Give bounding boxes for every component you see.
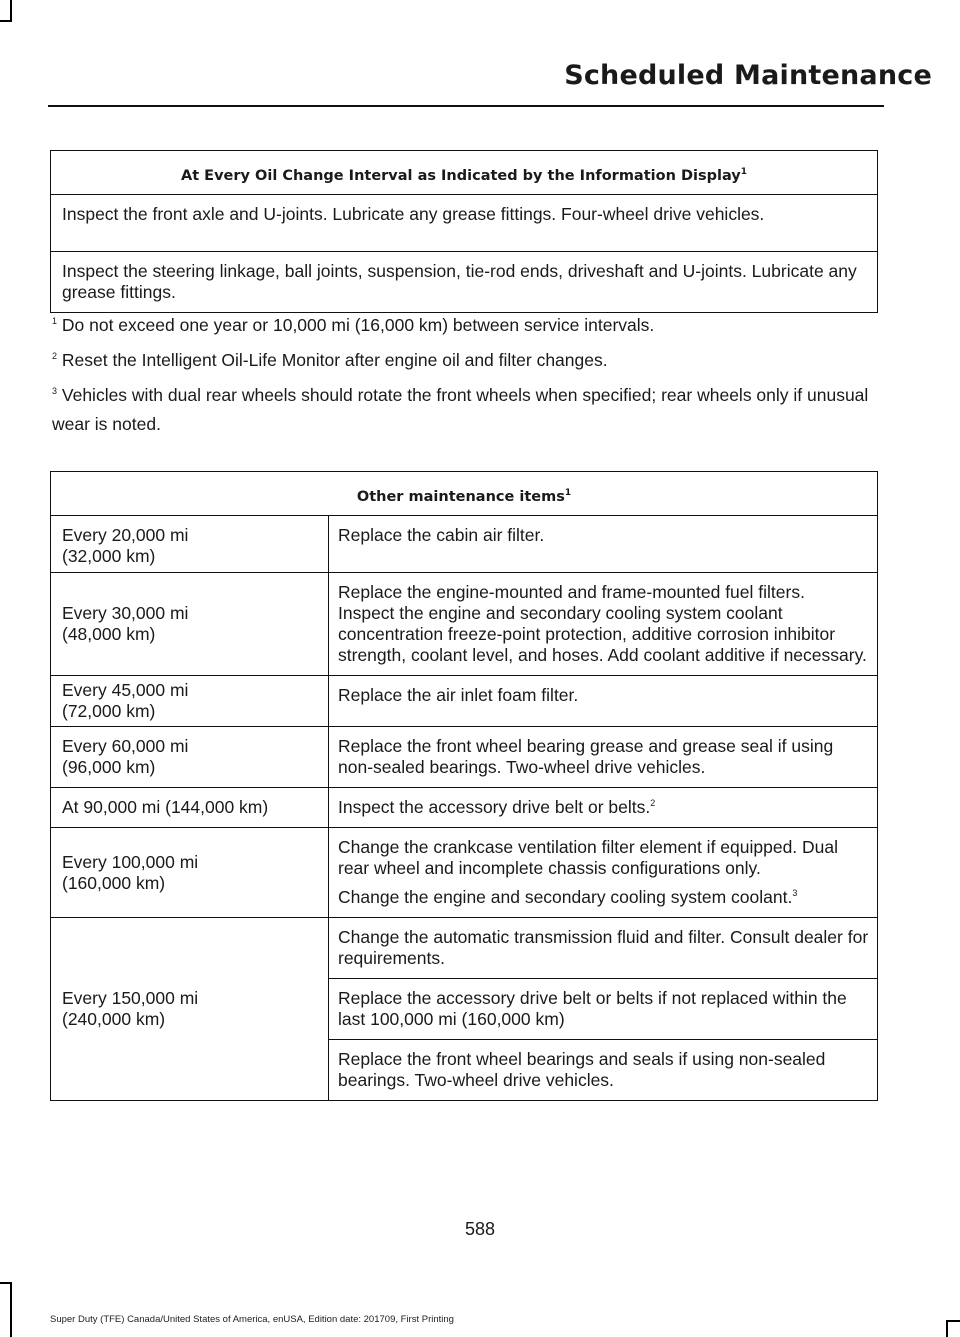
- interval-cell: At 90,000 mi (144,000 km): [51, 788, 329, 828]
- interval-cell: Every 100,000 mi (160,000 km): [51, 828, 329, 918]
- items-cell: Replace the front wheel bearings and seals if using non-sealed bearings. Two-wheel drive vehicles.: [329, 1040, 878, 1101]
- page-number: 588: [464, 1219, 496, 1239]
- table-row: Inspect the steering linkage, ball joints, suspension, tie-rod ends, driveshaft and U-joints. Lubricate any grease fittings.: [51, 252, 878, 313]
- footnote-2: $^2$ Reset the Intelligent Oil-Life Monitor after engine oil and filter changes.: [52, 350, 608, 370]
- header-divider: [48, 105, 884, 107]
- table-row: Inspect the front axle and U-joints. Lubricate any grease fittings. Four-wheel drive vehicles.: [51, 195, 878, 252]
- items-cell: Replace the air inlet foam filter.: [329, 676, 878, 727]
- items-cell: Replace the front wheel bearing grease and grease seal if using non-sealed bearings. Two-wheel drive vehicles.: [329, 727, 878, 788]
- page-title: Scheduled Maintenance: [564, 60, 932, 91]
- items-cell: Replace the cabin air filter.: [329, 516, 878, 573]
- items-cell: Replace the engine-mounted and frame-mounted fuel filters. Inspect the engine and secondary cooling system coolant concentration freeze-point protection, additive corrosion inhibitor strength, coolant level, and hoses. Add coolant additive if necessary.: [329, 573, 878, 676]
- items-cell: Change the automatic transmission fluid and filter. Consult dealer for requirements.: [329, 918, 878, 979]
- other-maintenance-table: [50, 471, 878, 1101]
- crop-mark-top-left-v: [10, 0, 12, 20]
- items-cell: Inspect the accessory drive belt or belts.$^2$: [329, 788, 878, 828]
- crop-mark-bottom-right-h: [946, 1320, 960, 1322]
- crop-mark-bottom-right-v: [946, 1320, 948, 1337]
- table1-heading: At Every Oil Change Interval as Indicated by the Information Display$^1$: [51, 151, 878, 195]
- table2-heading: Other maintenance items$^1$: [51, 472, 878, 516]
- footer-edition-info: Super Duty (TFE) Canada/United States of America, enUSA, Edition date: 201709, First Printing: [50, 1314, 454, 1325]
- items-cell: Replace the accessory drive belt or belts if not replaced within the last 100,000 mi (160,000 km): [329, 979, 878, 1040]
- oil-change-interval-table: [50, 150, 878, 313]
- interval-cell: Every 60,000 mi (96,000 km): [51, 727, 329, 788]
- footnote-3: $^3$ Vehicles with dual rear wheels should rotate the front wheels when specified; rear wheels only if unusual wear is noted.: [52, 385, 869, 434]
- items-cell: Change the crankcase ventilation filter element if equipped. Dual rear wheel and incomplete chassis configurations only. Change the engine and secondary cooling system coolant.$^3$: [329, 828, 878, 918]
- interval-cell: Every 45,000 mi (72,000 km): [51, 676, 329, 727]
- crop-mark-bottom-left-h: [0, 1282, 12, 1284]
- interval-cell: Every 150,000 mi (240,000 km): [51, 918, 329, 1101]
- footnote-1: $^1$ Do not exceed one year or 10,000 mi (16,000 km) between service intervals.: [52, 315, 655, 335]
- footnotes: [52, 315, 882, 453]
- crop-mark-top-left-h: [0, 20, 12, 22]
- crop-mark-bottom-left-v: [10, 1282, 12, 1337]
- interval-cell: Every 20,000 mi (32,000 km): [51, 516, 329, 573]
- interval-cell: Every 30,000 mi (48,000 km): [51, 573, 329, 676]
